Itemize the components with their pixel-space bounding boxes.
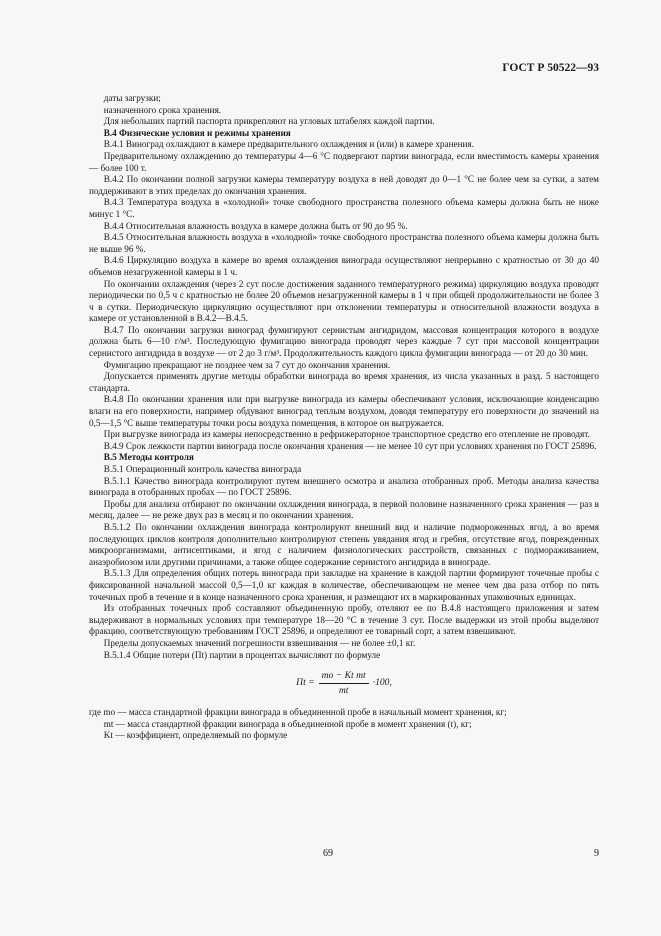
paragraph: При выгрузке винограда из камеры непосредственно в рефрижераторное транспортное средство его отепление не проводят. [103, 429, 590, 440]
paragraph: назначенного срока хранения. [103, 104, 222, 115]
paragraph: В.5.1.2 По окончании охлаждения винограда контролируют внешний вид и наличие подмороженных ягод, а во время последующих циклов контроля дополнительно контролируют степень увядания ягод и гребня, отсутствие ягод, поврежденных микроорганизмами, антисептиками, и ягод с наличием физиологических расстройств, связанных с подмораживанием, анаэробиозом или другими причинами, а также общее содержание сернистого ангидрида в винограде. [89, 521, 599, 567]
paragraph: Допускается применять другие методы обработки винограда во время хранения, из числа указанных в разд. 5 настоящего стандарта. [89, 371, 599, 393]
paragraph: Для небольших партий паспорта прикрепляют на угловых штабелях каждой партии. [103, 116, 435, 127]
formula [89, 667, 599, 699]
paragraph: В.4.8 По окончании хранения или при выгрузке винограда из камеры обеспечивают условия, исключающие конденсацию влаги на его поверхности, например обдувают виноград теплым воздухом, доводя температуру его поверхности до значений на 0,5—1,5 °С выше температуры точки росы воздуха помещения, в которое он выгружается. [89, 394, 599, 428]
paragraph: По окончании охлаждения (через 2 сут после достижения заданного температурного режима) циркуляцию воздуха проводят периодически по 0,5 ч с кратностью не более 20 объемов незагруженной камеры в 1 ч при общей продолжительности не более 3 ч в сутки. Периодическую циркуляцию осуществляют при отклонении температуры и относительной влажности воздуха в камере от установленной в В.4.2—В.4.5. [89, 278, 599, 324]
variable-definition: где mo — масса стандартной фракции винограда в объединенной пробе в начальный момент хранения, кг; [89, 707, 507, 718]
paragraph: В.4.4 Относительная влажность воздуха в камере должна быть от 90 до 95 %. [103, 220, 408, 231]
paragraph: Фумигацию прекращают не позднее чем за 7 сут до окончания хранения. [103, 359, 391, 370]
formula-denominator: mt [338, 684, 349, 696]
paragraph: В.4.3 Температура воздуха в «холодной» точке свободного пространства полезного объема камеры должна быть не ниже минус 1 °С. [89, 197, 599, 219]
paragraph: Из отобранных точечных проб составляют объединенную пробу, отеляют ее по В.4.8 настоящего приложения и затем выдерживают в нормальных условиях при температуре 18—20 °С в течение 3 сут. После выдержки из этой пробы выделяют фракцию, соответствующую требованиям ГОСТ 25896, и определяют ее товарный сорт, а затем взвешивают. [89, 603, 599, 637]
paragraph: В.4.5 Относительная влажность воздуха в «холодной» точке свободного пространства полезного объема камеры должна быть не выше 96 %. [89, 232, 599, 254]
sheet-number: 9 [594, 848, 599, 859]
formula-lhs: Пt = [296, 677, 315, 689]
paragraph: В.4.2 По окончании полной загрузки камеры температуру воздуха в ней доводят до 0—1 °С не более чем за сутки, а затем поддерживают в этих пределах до окончания хранения. [89, 174, 599, 196]
document-body [89, 93, 599, 742]
definition-list [89, 707, 599, 742]
paragraph: В.5.1 Операционный контроль качества винограда [103, 464, 302, 474]
paragraph: В.4.1 Виноград охлаждают в камере предварительного охлаждения и (или) в камере хранения. [103, 139, 474, 150]
section-heading: В.4 Физические условия и режимы хранения [103, 127, 291, 138]
standard-designation: ГОСТ Р 50522—93 [502, 62, 599, 74]
paragraph: Пробы для анализа отбирают по окончании охлаждения винограда, в первой половине назначенного срока хранения — раз в месяц, далее — не реже двух раз в месяц и по окончании хранения. [89, 498, 599, 521]
formula-numerator: mo − Kt mt [319, 670, 369, 684]
page-number: 69 [323, 848, 333, 859]
formula-fraction [319, 670, 369, 696]
variable-definition: mt — масса стандартной фракции винограда в объединенной пробе в момент хранения (t), кг; [103, 718, 472, 729]
section-heading: В.5 Методы контроля [103, 452, 194, 463]
paragraph: В.5.1.3 Для определения общих потерь винограда при закладке на хранение в каждой партии формируют точечные пробы с фиксированной начальной массой 0,5—1,0 кг каждая в количестве, обеспечивающем не менее чем два раза отбор по пять точечных проб в течение и в конце назначенного срока хранения, и размещают их в маркированных упаковочных единицах. [89, 568, 599, 602]
paragraph: Пределы допускаемых значений погрешности взвешивания — не более ±0,1 кг. [103, 637, 416, 648]
paragraph: В.4.7 По окончании загрузки виноград фумигируют сернистым ангидридом, массовая концентрация которого в воздухе должна быть 6—10 г/м³. Последующую фумигацию винограда проводят через каждые 7 сут при массовой концентрации сернистого ангидрида в воздухе — от 2 до 3 г/м³. Продолжительность каждого цикла фумигации винограда — от 20 до 30 мин. [89, 324, 599, 359]
paragraph-list [89, 93, 599, 661]
paragraph: В.4.6 Циркуляцию воздуха в камере во время охлаждения винограда осуществляют непрерывно с кратностью от 30 до 40 объемов незагруженной камеры в 1 ч. [89, 255, 599, 277]
formula-rhs: ·100, [372, 677, 392, 689]
paragraph: В.5.1.4 Общие потери (Пt) партии в процентах вычисляют по формуле [103, 649, 381, 660]
paragraph: В.5.1.1 Качество винограда контролируют путем внешнего осмотра и анализа отобранных проб. Методы анализа качества винограда в отобранных пробах — по ГОСТ 25896. [89, 475, 599, 498]
paragraph: В.4.9 Срок лежкости партии винограда после окончания хранения — не менее 10 сут при условиях хранения по ГОСТ 25896. [103, 440, 597, 451]
paragraph: даты загрузки; [103, 93, 161, 103]
paragraph: Предварительному охлаждению до температуры 4—6 °С подвергают партии винограда, если вместимость камеры хранения — более 100 т. [89, 150, 599, 173]
variable-definition: Kt — коэффициент, определяемый по формуле [103, 730, 288, 741]
